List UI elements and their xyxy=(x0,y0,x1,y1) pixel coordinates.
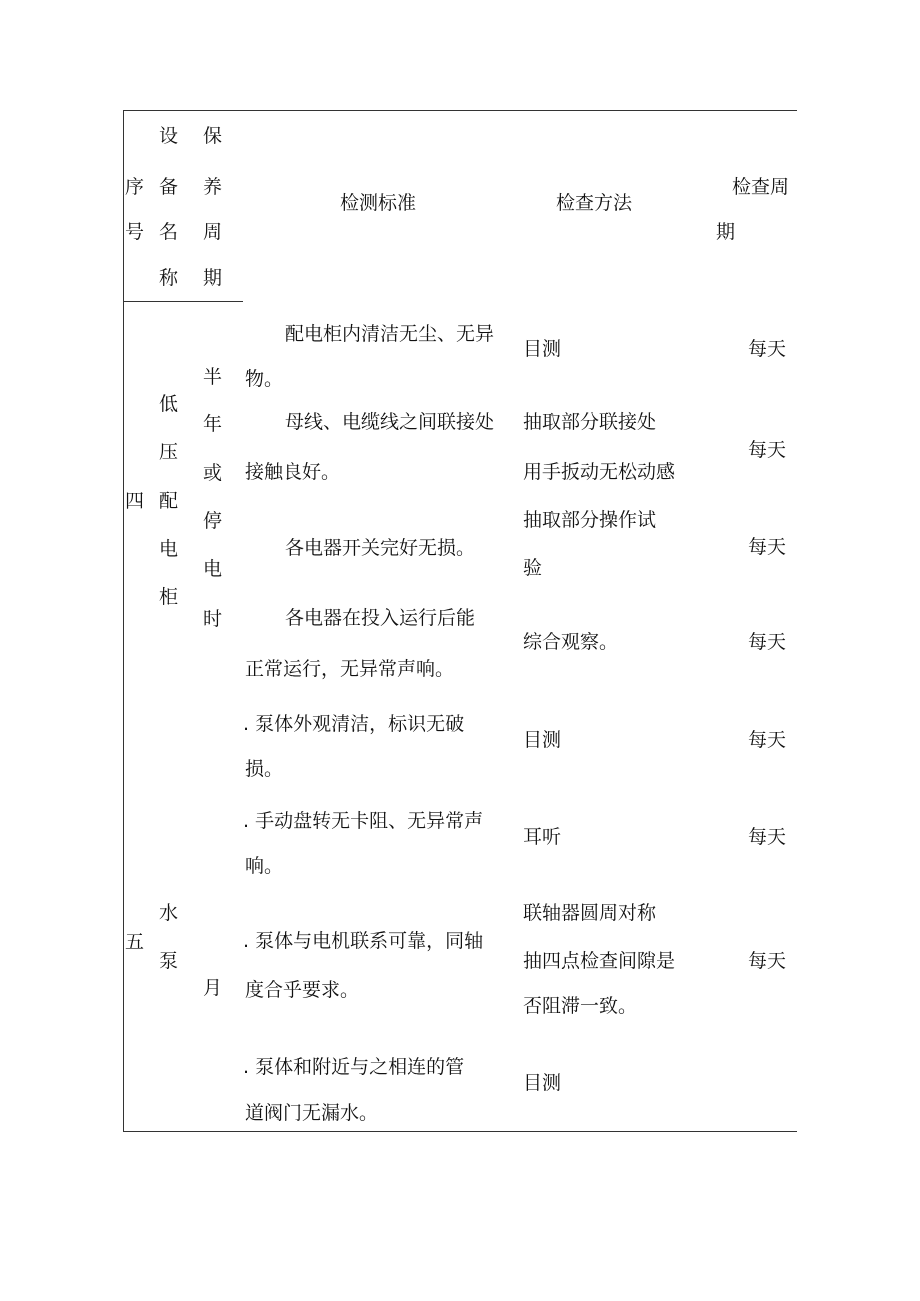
section4-device: 低 xyxy=(159,393,179,415)
section4-device: 电 xyxy=(159,538,179,560)
header-standard: 检测标准 xyxy=(340,192,417,214)
period-text: 每天 xyxy=(748,631,787,653)
method-text: 耳听 xyxy=(523,826,562,848)
method-text: 抽四点检查间隙是 xyxy=(523,950,676,972)
section4-cycle: 或 xyxy=(203,462,223,484)
method-text: 目测 xyxy=(523,1072,562,1094)
period-text: 每天 xyxy=(748,826,787,848)
table-left-border xyxy=(123,110,124,1132)
section5-cycle: 月 xyxy=(203,977,223,999)
section4-cycle: 停 xyxy=(203,510,223,532)
standard-text: 各电器在投入运行后能 xyxy=(285,607,476,629)
standard-text: 道阀门无漏水。 xyxy=(245,1102,379,1124)
method-text: 抽取部分联接处 xyxy=(523,411,657,433)
section5-device: 水 xyxy=(159,902,179,924)
section4-seq: 四 xyxy=(125,490,145,512)
method-text: 综合观察。 xyxy=(523,631,619,653)
header-method: 检查方法 xyxy=(556,192,633,214)
standard-text: . 泵体和附近与之相连的管 xyxy=(243,1056,465,1078)
standard-text: 度合乎要求。 xyxy=(245,979,360,1001)
standard-text: 损。 xyxy=(245,758,284,780)
standard-text: 正常运行，无异常声响。 xyxy=(245,658,455,680)
method-text: 目测 xyxy=(523,338,562,360)
method-text: 否阻滞一致。 xyxy=(523,995,638,1017)
method-text: 抽取部分操作试 xyxy=(523,509,657,531)
method-text: 用手扳动无松动感 xyxy=(523,461,676,483)
period-text: 每天 xyxy=(748,338,787,360)
header-cycle: 期 xyxy=(203,267,223,289)
table-top-border xyxy=(123,110,797,111)
section4-cycle: 年 xyxy=(203,413,223,435)
header-cycle: 养 xyxy=(203,176,223,198)
standard-text: 响。 xyxy=(245,855,284,877)
standard-text: . 泵体外观清洁，标识无破 xyxy=(243,713,465,735)
header-divider xyxy=(123,301,243,302)
section4-device: 柜 xyxy=(159,586,179,608)
header-cycle: 周 xyxy=(203,221,223,243)
header-device: 名 xyxy=(159,221,179,243)
table-bottom-border xyxy=(123,1131,797,1132)
header-seq: 序 xyxy=(125,176,145,198)
period-text: 每天 xyxy=(748,439,787,461)
header-device: 设 xyxy=(159,125,179,147)
header-cycle: 保 xyxy=(203,125,223,147)
period-text: 每天 xyxy=(748,729,787,751)
header-device: 称 xyxy=(159,267,179,289)
section4-cycle: 电 xyxy=(203,558,223,580)
standard-text: 物。 xyxy=(245,368,284,390)
method-text: 目测 xyxy=(523,729,562,751)
standard-text: . 泵体与电机联系可靠，同轴 xyxy=(243,930,484,952)
section4-device: 配 xyxy=(159,490,179,512)
header-period: 期 xyxy=(716,221,736,243)
standard-text: 母线、电缆线之间联接处 xyxy=(285,411,495,433)
section5-device: 泵 xyxy=(159,950,179,972)
standard-text: 配电柜内清洁无尘、无异 xyxy=(285,323,495,345)
method-text: 验 xyxy=(523,557,543,579)
section4-device: 压 xyxy=(159,441,179,463)
section5-seq: 五 xyxy=(125,931,145,953)
header-seq: 号 xyxy=(125,221,145,243)
period-text: 每天 xyxy=(748,950,787,972)
method-text: 联轴器圆周对称 xyxy=(523,902,657,924)
section4-cycle: 时 xyxy=(203,608,223,630)
standard-text: . 手动盘转无卡阻、无异常声 xyxy=(243,810,484,832)
header-period: 检查周 xyxy=(732,176,790,198)
standard-text: 接触良好。 xyxy=(245,461,341,483)
period-text: 每天 xyxy=(748,536,787,558)
section4-cycle: 半 xyxy=(203,366,223,388)
standard-text: 各电器开关完好无损。 xyxy=(285,537,476,559)
header-device: 备 xyxy=(159,176,179,198)
